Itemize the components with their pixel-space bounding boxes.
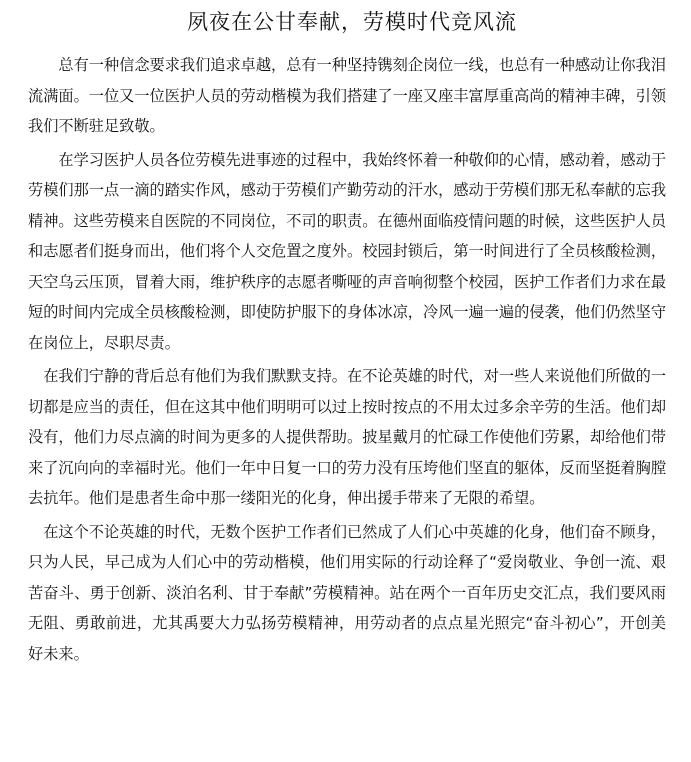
paragraph-2: 在学习医护人员各位劳模先进事迹的过程中，我始终怀着一种敬仰的心情，感动着，感动于劳模们那一点一滴的踏实作风，感动于劳模们产勤劳动的汗水，感动于劳模们那无私奉献的忘我精神。这些劳模来自医院的不同岗位，不司的职责。在德州面临疫情问题的时候，这些医护人员和志愿者们挺身而出，他们将个人交危置之度外。校园封锁后，第一时间进行了全员核酸检测，天空乌云压顶，冒着大雨，维护秩序的志愿者嘶哑的声音响彻整个校园，医护工作者们力求在最短的时间内完成全员核酸检测，即使防护服下的身体冰凉，冷风一遍一遍的侵袭，他们仍然坚守在岗位上，尽职尽责。 [28,150,666,352]
paragraph-1: 总有一种信念要求我们追求卓越，总有一种坚持镌刻企岗位一线，也总有一种感动让你我泪流满面。一位又一位医护人员的劳动楷模为我们搭建了一座又座丰富厚重高尚的精神丰碑，引领我们不断驻足致敬。 [28,56,666,135]
paragraph-4: 在这个不论英雄的时代，无数个医护工作者们已然成了人们心中英雄的化身，他们奋不顾身，只为人民，早己成为人们心中的劳动楷模，他们用实际的行动诠释了“爱岗敬业、争创一流、艰苦奋斗、勇于创新、淡泊名利、甘于奉献”劳模精神。站在两个一百年历史交汇点，我们要风雨无阻、勇敢前进，尤其禹要大力弘扬劳模精神，用劳动者的点点星光照完“奋斗初心”，开创美好未来。 [28,522,666,663]
document-title: 夙夜在公甘奉献，劳模时代竞风流 [187,10,517,34]
document [28,6,666,672]
paragraph-3: 在我们宁静的背后总有他们为我们默默支持。在不论英雄的时代，对一些人来说他们所做的一切都是应当的责任，但在这其中他们明明可以过上按时按点的不用太过多余辛劳的生活。他们却没有，他们力尽点滴的时间为更多的人提供帮助。披星戴月的忙碌工作使他们劳累，却给他们带来了沉向向的幸福时光。他们一年中日复一口的劳力没有压垮他们坚直的躯体，反而坚挺着胸膛去抗年。他们是患者生命中那一缕阳光的化身，伸出援手带来了无限的希望。 [28,367,666,507]
